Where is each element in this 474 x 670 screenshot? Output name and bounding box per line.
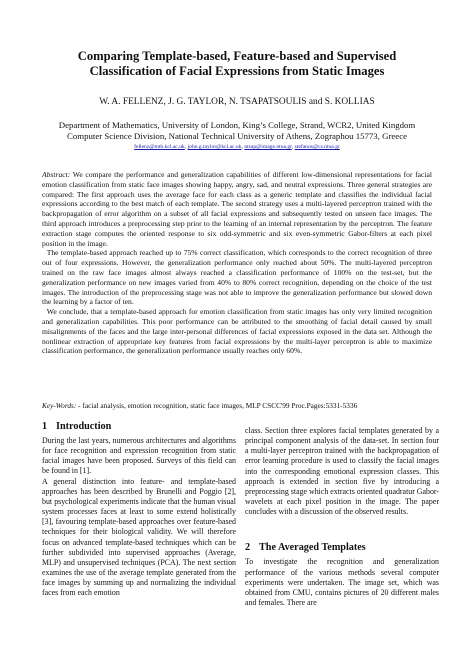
abstract-label: Abstract: [42,170,71,179]
abstract-paragraph [42,307,432,356]
title-line-1: Comparing Template-based, Feature-based and Supervised [77,49,397,63]
email-link[interactable]: fellenz@mth.kcl.ac.uk [134,144,185,150]
email-link[interactable]: stefanos@cs.ntua.gr [294,144,340,150]
section-number: 1 [42,421,48,432]
affiliation-line-2: Computer Science Division, National Technical University of Athens, Zographou 15773, Greece [66,131,407,141]
keywords [42,401,432,411]
abstract-paragraph [42,248,432,307]
abstract-text: We compare the performance and generalization capabilities of different low-dimensional representations for facial emotion classification from static face images showing happy, angry, sad, and neutral expressions. Three general strategies are compared: The first approach uses the average face for each class as a generic template and classifies the individual facial expressions according to the best match of each template. The second strategy uses a multi-layered perceptron trained with the backpropagation of error algorithm on a subset of all facial expressions and subsequently tested on unseen face images. The third approach introduces a preprocessing step prior to the learning of an internal representation by the perceptron. The feature extraction stage computes the oriented response to six odd-symmetric and six even-symmetric Gabor-filters at each pixel position in the image. [42,170,432,248]
affiliation-line-1: Department of Mathematics, University of London, King’s College, Strand, WCR2, United Kingdom [58,120,416,130]
title-line-2: Classification of Facial Expressions from Static Images [89,64,385,78]
section-heading-averaged-templates [245,541,439,554]
body-paragraph: During the last years, numerous architectures and algorithms for face recognition and expression recognition from static facial images have been proposed. Surveys of this field can be found in [1]. [42,436,236,476]
section-spacer [245,517,439,537]
body-paragraph: class. Section three explores facial templates generated by a principal component analysis of the data-set. In section four a multi-layer perceptron trained with the backpropagation of error learning procedure is used to classify the facial images into the corresponding emotional expression classes. This approach is extended in section five by introducing a preprocessing stage which extracts oriented quadratur Gabor-wavelets at each pixel position in the image. The paper concludes with a discussion of the observed results. [245,426,439,517]
author-list: W. A. FELLENZ, J. G. TAYLOR, N. TSAPATSOULIS and S. KOLLIAS [99,97,375,107]
email-list: fellenz@mth.kcl.ac.uk, john.g.taylor@kcl.ac.uk, ntsap@image.ntua.gr, stefanos@cs.ntua.gr [134,144,340,150]
section-title: The Averaged Templates [259,542,366,554]
left-column [42,416,236,599]
body-paragraph: A general distinction into feature- and template-based approaches has been described by Brunelli and Poggio [2], but psychological experiments indicate that the human visual system processes faces at least to some extend holistically [3], favouring template-based approaches over feature-based techniques for their biological validity. We will therefore focus on advanced template-based techniques which can be further subdivided into supervised approaches (Average, MLP) and unsupervised techniques (PCA). The next section examines the use of the average template generated from the face images by summing up and normalizing the individual faces from each emotion [42,476,236,598]
abstract-paragraph [42,170,432,248]
abstract-text: The template-based approach reached up to 75% correct classification, which corresponds to the correct recognition of three out of four expressions. However, the generalization performance only reached about 50%. The multi-layered perceptron trained on the raw face images almost always reached a classification performance of 100% on the test-set, but the generalization performance on new images varied from 40% to 80% correct recognition, depending on the choice of the test images. The introduction of the preprocessing stage was not able to improve the generalization performance but slowed down the learning by a factor of ten. [42,248,432,307]
email-link[interactable]: john.g.taylor@kcl.ac.uk [187,144,242,150]
keywords-text: - facial analysis, emotion recognition, static face images, MLP CSCC'99 Proc.Pages:5331-5336 [76,401,358,410]
paper-title [40,49,434,79]
email-link[interactable]: ntsap@image.ntua.gr [244,144,292,150]
right-column [245,426,439,608]
section-title: Introduction [56,421,112,432]
section-heading-introduction [42,420,236,433]
abstract [42,170,432,356]
affiliations [36,120,438,142]
body-paragraph: To investigate the recognition and generalization performance of the various methods several computer experiments were undertaken. The image set, which was obtained from CMU, contains pictures of 20 different males and females. There are [245,557,439,608]
abstract-text: We conclude, that a template-based approach for emotion classification from static images has only very limited recognition and generalization capabilities. This poor performance can be attributed to the smoothing of facial detail caused by small misalignments of the faces and the large inter-personal differences of facial expressions exposed in the data set. Although the nonlinear extraction of appropriate key features from facial expressions by the multi-layer perceptron is able to maximize classification performance, the generalization performance usually reaches only 60%. [42,307,432,356]
section-number: 2 [245,542,251,554]
keywords-label: Key-Words: [42,401,77,410]
